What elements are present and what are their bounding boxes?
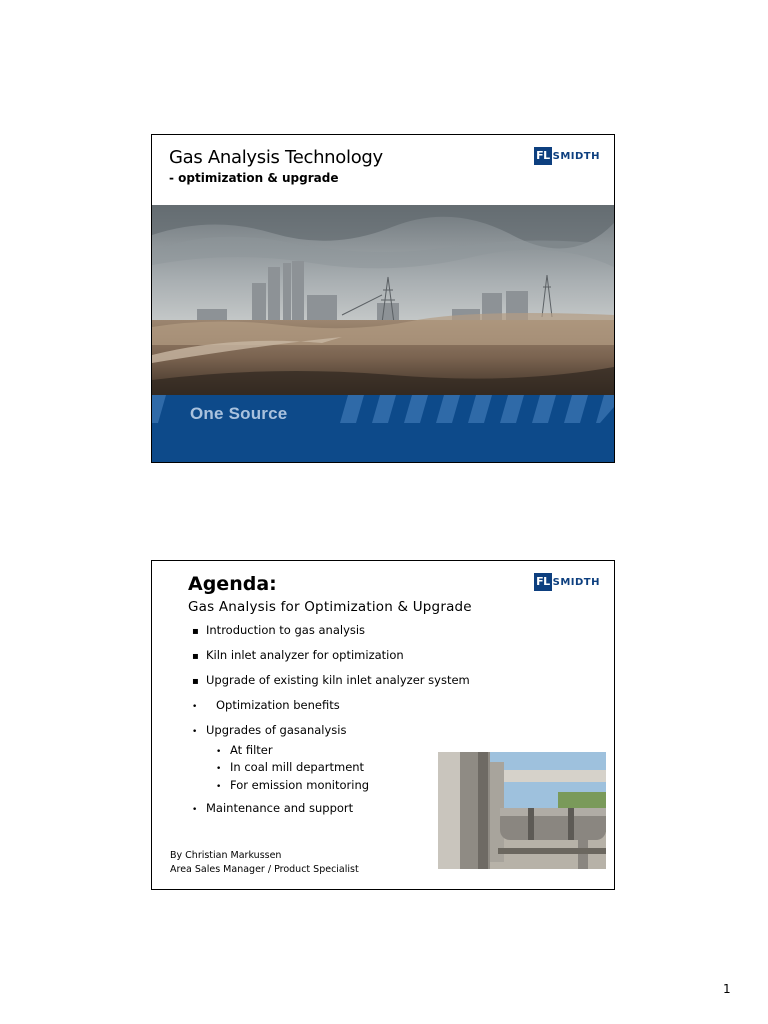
agenda-subtitle: Gas Analysis for Optimization & Upgrade: [188, 599, 472, 615]
agenda-subitem: •For emission monitoring: [216, 778, 369, 792]
agenda-subitem: •In coal mill department: [216, 760, 364, 774]
agenda-item: •Optimization benefits: [192, 698, 340, 712]
slide-title-subtitle: - optimization & upgrade: [169, 171, 339, 185]
cement-plant-photo: [152, 205, 614, 395]
one-source-banner: [152, 395, 614, 462]
agenda-item: •Upgrades of gasanalysis: [192, 723, 346, 737]
agenda-subitem: •At filter: [216, 743, 273, 757]
banner-text: One Source: [190, 404, 288, 423]
slide-title: [151, 134, 615, 463]
flsmidth-logo: FL SMIDTH: [534, 573, 600, 591]
agenda-item: ▪Kiln inlet analyzer for optimization: [192, 648, 404, 662]
page-number: 1: [723, 982, 731, 996]
agenda-item: ▪Upgrade of existing kiln inlet analyzer system: [192, 673, 470, 687]
agenda-item: •Maintenance and support: [192, 801, 353, 815]
kiln-photo: [438, 752, 606, 869]
slide-title-heading: Gas Analysis Technology: [169, 147, 383, 168]
author-name: By Christian Markussen: [170, 850, 282, 861]
agenda-title: Agenda:: [188, 573, 277, 595]
slide-agenda: [151, 560, 615, 890]
agenda-item: ▪Introduction to gas analysis: [192, 623, 365, 637]
author-block: [170, 849, 359, 877]
author-role: Area Sales Manager / Product Specialist: [170, 864, 359, 875]
flsmidth-logo: FL SMIDTH: [534, 147, 600, 165]
